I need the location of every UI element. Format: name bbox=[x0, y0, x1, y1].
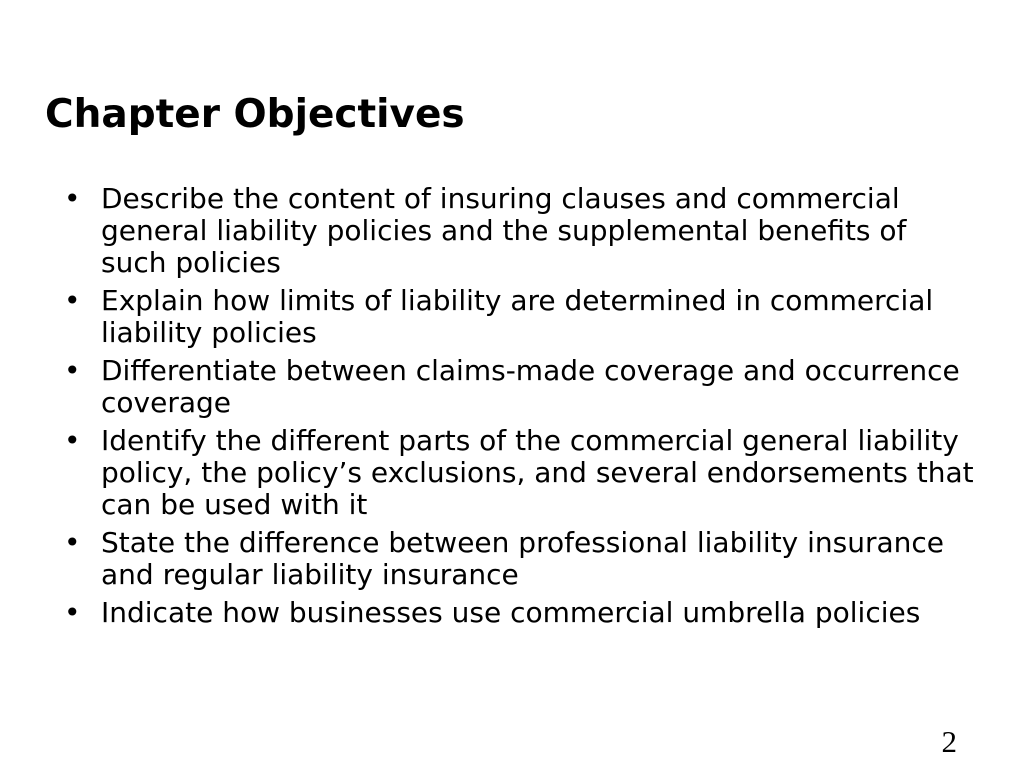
bullet-icon: • bbox=[64, 424, 81, 457]
objective-item bbox=[60, 183, 980, 279]
objective-item bbox=[60, 597, 980, 629]
objective-item bbox=[60, 285, 980, 349]
bullet-icon: • bbox=[64, 354, 81, 387]
bullet-icon: • bbox=[64, 526, 81, 559]
bullet-icon: • bbox=[64, 284, 81, 317]
objective-item bbox=[60, 527, 980, 591]
objective-text: Indicate how businesses use commercial umbrella policies bbox=[101, 596, 921, 629]
objective-text: Differentiate between claims-made coverage and occurrence coverage bbox=[101, 354, 960, 419]
objective-item bbox=[60, 355, 980, 419]
objective-item bbox=[60, 425, 980, 521]
bullet-icon: • bbox=[64, 182, 81, 215]
objectives-list bbox=[60, 183, 980, 635]
bullet-icon: • bbox=[64, 596, 81, 629]
objective-text: Describe the content of insuring clauses and commercial general liability policies and the supplemental benefits of such policies bbox=[101, 182, 907, 279]
page-number: 2 bbox=[941, 724, 957, 759]
objective-text: State the difference between professional liability insurance and regular liability insurance bbox=[101, 526, 945, 591]
slide-title: Chapter Objectives bbox=[45, 92, 465, 137]
objective-text: Identify the different parts of the commercial general liability policy, the policy’s exclusions, and several endorsements that can be used with it bbox=[101, 424, 974, 521]
objective-text: Explain how limits of liability are determined in commercial liability policies bbox=[101, 284, 934, 349]
